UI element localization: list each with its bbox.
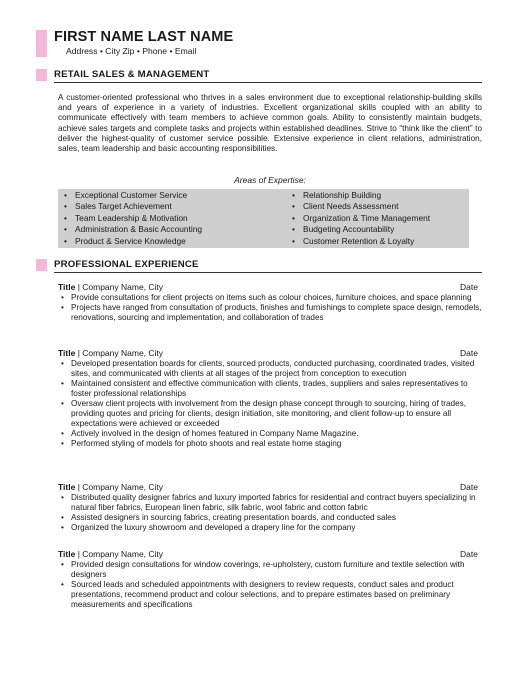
section-title-experience: PROFESSIONAL EXPERIENCE [54, 259, 199, 270]
job-date: Date [460, 549, 478, 559]
job-company: | Company Name, City [75, 482, 164, 492]
job-bullets [58, 293, 482, 323]
job-bullet: • Projects have ranged from consultation of products, finishes and furnishings to complete space design, remodels, renovations, sourcing and implementation, and collaboration of trades [58, 303, 482, 323]
job-bullet: • Actively involved in the design of homes featured in Company Name Magazine. [58, 429, 482, 439]
job-company: | Company Name, City [75, 549, 164, 559]
job-heading [58, 348, 482, 359]
job-heading [58, 549, 482, 560]
area-item: • Relationship Building [292, 190, 430, 201]
section-divider [54, 82, 482, 83]
job-entry [58, 482, 482, 533]
area-item: • Client Needs Assessment [292, 201, 430, 212]
job-bullet: • Performed styling of models for photo shoots and real estate home staging [58, 439, 482, 449]
section-accent-bar [36, 259, 47, 271]
job-title: Title [58, 282, 76, 292]
job-company: | Company Name, City [75, 348, 164, 358]
job-date: Date [460, 482, 478, 492]
area-item: • Product & Service Knowledge [64, 236, 202, 247]
job-bullet: • Oversaw client projects with involvement from the design phase concept through to sourcing, hiring of trades, providing quotes and pricing for clients, design initiation, site monitoring, and client follow-up to ensure all expectations were achieved or exceeded [58, 399, 482, 429]
job-bullets [58, 493, 482, 533]
area-item: • Organization & Time Management [292, 213, 430, 224]
section-header-experience [36, 259, 482, 271]
job-bullet: • Developed presentation boards for clients, sourced products, conducted purchasing, coordinated trades, visited sites, and communicated with clients at all stages of the project from conception to execution [58, 359, 482, 379]
job-bullet: • Assisted designers in sourcing fabrics, creating presentation boards, and conducted sales [58, 513, 482, 523]
job-heading [58, 482, 482, 493]
job-entry [58, 549, 482, 610]
section-title-retail: RETAIL SALES & MANAGEMENT [54, 69, 210, 80]
candidate-name: FIRST NAME LAST NAME [54, 29, 234, 45]
job-heading [58, 282, 482, 293]
areas-list-right [292, 190, 430, 247]
section-divider [54, 272, 482, 273]
job-entry [58, 348, 482, 449]
job-bullet: • Maintained consistent and effective communication with clients, trades, suppliers and sales representatives to foster professional relationships [58, 379, 482, 399]
job-bullets [58, 359, 482, 449]
header-accent-bar [36, 30, 47, 57]
job-title: Title [58, 549, 76, 559]
areas-of-expertise-box [58, 189, 469, 248]
job-bullet: • Distributed quality designer fabrics and luxury imported fabrics for residential and contract buyers specializing in natural fiber fabrics, European linen fabric, silk fabric, wool fabric and cotton fabric [58, 493, 482, 513]
job-entry [58, 282, 482, 323]
job-bullet: • Organized the luxury showroom and developed a drapery line for the company [58, 523, 482, 533]
area-item: • Sales Target Achievement [64, 201, 202, 212]
section-header-retail [36, 69, 482, 81]
job-bullet: • Provided design consultations for window coverings, re-upholstery, custom furniture and textile selection with designers [58, 560, 482, 580]
area-item: • Team Leadership & Motivation [64, 213, 202, 224]
contact-line: Address • City Zip • Phone • Email [66, 46, 197, 56]
areas-list-left [64, 190, 202, 247]
job-date: Date [460, 348, 478, 358]
area-item: • Budgeting Accountability [292, 224, 430, 235]
job-title: Title [58, 482, 76, 492]
job-bullet: • Sourced leads and scheduled appointments with designers to review requests, conduct sales and product presentations, recommend product and colour selections, and to prepare estimates based on preliminary measurements and specifications [58, 580, 482, 610]
section-accent-bar [36, 69, 47, 81]
job-bullet: • Provide consultations for client projects on items such as colour choices, furniture choices, and space planning [58, 293, 482, 303]
area-item: • Exceptional Customer Service [64, 190, 202, 201]
area-item: • Customer Retention & Loyalty [292, 236, 430, 247]
areas-of-expertise-title: Areas of Expertise: [234, 175, 306, 185]
job-company: | Company Name, City [75, 282, 164, 292]
job-date: Date [460, 282, 478, 292]
summary-paragraph: A customer-oriented professional who thrives in a sales environment due to exceptional relationship-building skills and years of experience in a variety of industries. Excellent organizational skills coupled with an ability to communicate effectively with team members to achieve common goals. Ability to consistently maintain budgets, achieve sales targets and complete tasks and projects within established deadlines. Strive to “think like the client” to deliver the highest-quality of customer service possible. Extensive experience in client relations, administration, sales, team leadership and basic accounting responsibilities. [58, 93, 482, 154]
area-item: • Administration & Basic Accounting [64, 224, 202, 235]
job-bullets [58, 560, 482, 610]
job-title: Title [58, 348, 76, 358]
